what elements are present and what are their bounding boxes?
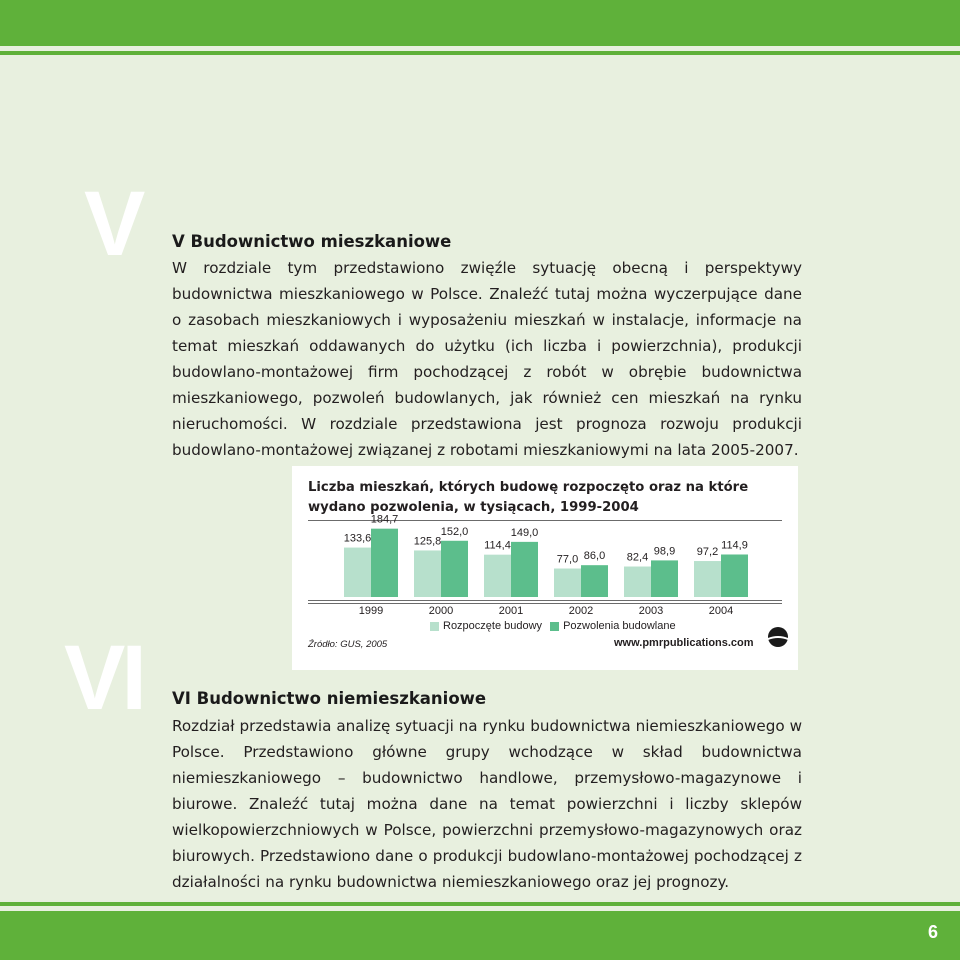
bar-started-1999 — [344, 548, 371, 597]
bar-started-2003 — [624, 567, 651, 597]
data-label-permits-2001: 149,0 — [510, 526, 539, 539]
x-tick-label-1999: 1999 — [358, 605, 384, 617]
bar-permits-2000 — [441, 541, 468, 597]
page-number: 6 — [927, 922, 938, 942]
data-label-started-2002: 77,0 — [556, 553, 579, 566]
data-label-permits-2002: 86,0 — [583, 550, 606, 563]
data-label-started-2001: 114,4 — [484, 539, 511, 552]
data-label-permits-2000: 152,0 — [440, 525, 469, 538]
data-label-permits-1999: 184,7 — [370, 513, 399, 526]
header-band — [0, 0, 960, 46]
pmr-logo-icon — [767, 626, 789, 648]
bar-permits-2001 — [511, 542, 538, 597]
x-tick-label-2002: 2002 — [568, 605, 594, 617]
bar-permits-2003 — [651, 560, 678, 597]
section-vi-paragraph: Rozdział przedstawia analizę sytuacji na rynku budownictwa niemieszkaniowego w Polsce. Przedstawiono główne grupy wchodzące w skład budownictwa niemieszkaniowego – budownictwo handlowe, przemysłowo-magazynowe i biurowe. Znaleźć tutaj można dane na temat powierzchni i liczby sklepów wielkopowierzchniowych w Polsce, powierzchni przemysłowo-magazynowych oraz biurowych. Przedstawiono dane o produkcji budowlano-montażowej pochodzącej z działalności na rynku budownictwa niemieszkaniowego oraz jej prognozy. — [172, 717, 802, 891]
bar-started-2004 — [694, 561, 721, 597]
header-rule — [0, 51, 960, 55]
x-tick-label-2003: 2003 — [638, 605, 664, 617]
section-vi-watermark-letter: VI — [64, 627, 143, 729]
section-v-watermark-letter: V — [84, 173, 142, 275]
data-label-permits-2003: 98,9 — [653, 545, 676, 558]
bar-started-2001 — [484, 555, 511, 597]
data-label-started-1999: 133,6 — [343, 532, 372, 545]
x-tick-label-2004: 2004 — [708, 605, 734, 617]
bar-permits-2002 — [581, 565, 608, 597]
section-v-title: V Budownictwo mieszkaniowe — [172, 232, 452, 251]
legend-swatch-permits — [550, 622, 559, 631]
data-label-permits-2004: 114,9 — [721, 539, 748, 552]
data-label-started-2004: 97,2 — [696, 546, 719, 559]
data-label-started-2000: 125,8 — [413, 535, 442, 548]
bar-started-2000 — [414, 550, 441, 597]
chart-panel — [292, 466, 798, 670]
data-label-started-2003: 82,4 — [626, 551, 649, 564]
legend-label-permits: Pozwolenia budowlane — [563, 620, 676, 632]
chart-legend — [430, 620, 684, 632]
chart-source: Źródło: GUS, 2005 — [308, 639, 388, 650]
chart-title: Liczba mieszkań, których budowę rozpoczęto oraz na które wydano pozwolenia, w tysiącach, 1999-2004 — [308, 480, 749, 515]
publisher-url: www.pmrpublications.com — [614, 637, 754, 649]
bar-started-2002 — [554, 569, 581, 597]
footer-rule — [0, 902, 960, 906]
x-tick-label-2001: 2001 — [498, 605, 524, 617]
x-tick-label-2000: 2000 — [428, 605, 454, 617]
legend-label-started: Rozpoczęte budowy — [443, 620, 543, 632]
bar-permits-2004 — [721, 554, 748, 597]
legend-swatch-started — [430, 622, 439, 631]
legend-item-permits — [550, 620, 676, 632]
section-vi-title: VI Budownictwo niemieszkaniowe — [172, 689, 487, 708]
legend-item-started — [430, 620, 542, 632]
bar-permits-1999 — [371, 529, 398, 597]
footer-band — [0, 911, 960, 960]
section-v-paragraph: W rozdziale tym przedstawiono zwięźle sytuację obecną i perspektywy budownictwa mieszkaniowego w Polsce. Znaleźć tutaj można wyczerpujące dane o zasobach mieszkaniowych i wyposażeniu mieszkań w instalacje, informacje na temat mieszkań oddawanych do użytku (ich liczba i powierzchnia), produkcji budowlano-montażowej firm pochodzącej z robót w obrębie budownictwa mieszkaniowego, pozwoleń budowlanych, jak również cen mieszkań na rynku nieruchomości. W rozdziale przedstawiona jest prognoza rozwoju produkcji budowlano-montażowej związanej z robotami mieszkaniowymi na lata 2005-2007. — [172, 259, 802, 459]
